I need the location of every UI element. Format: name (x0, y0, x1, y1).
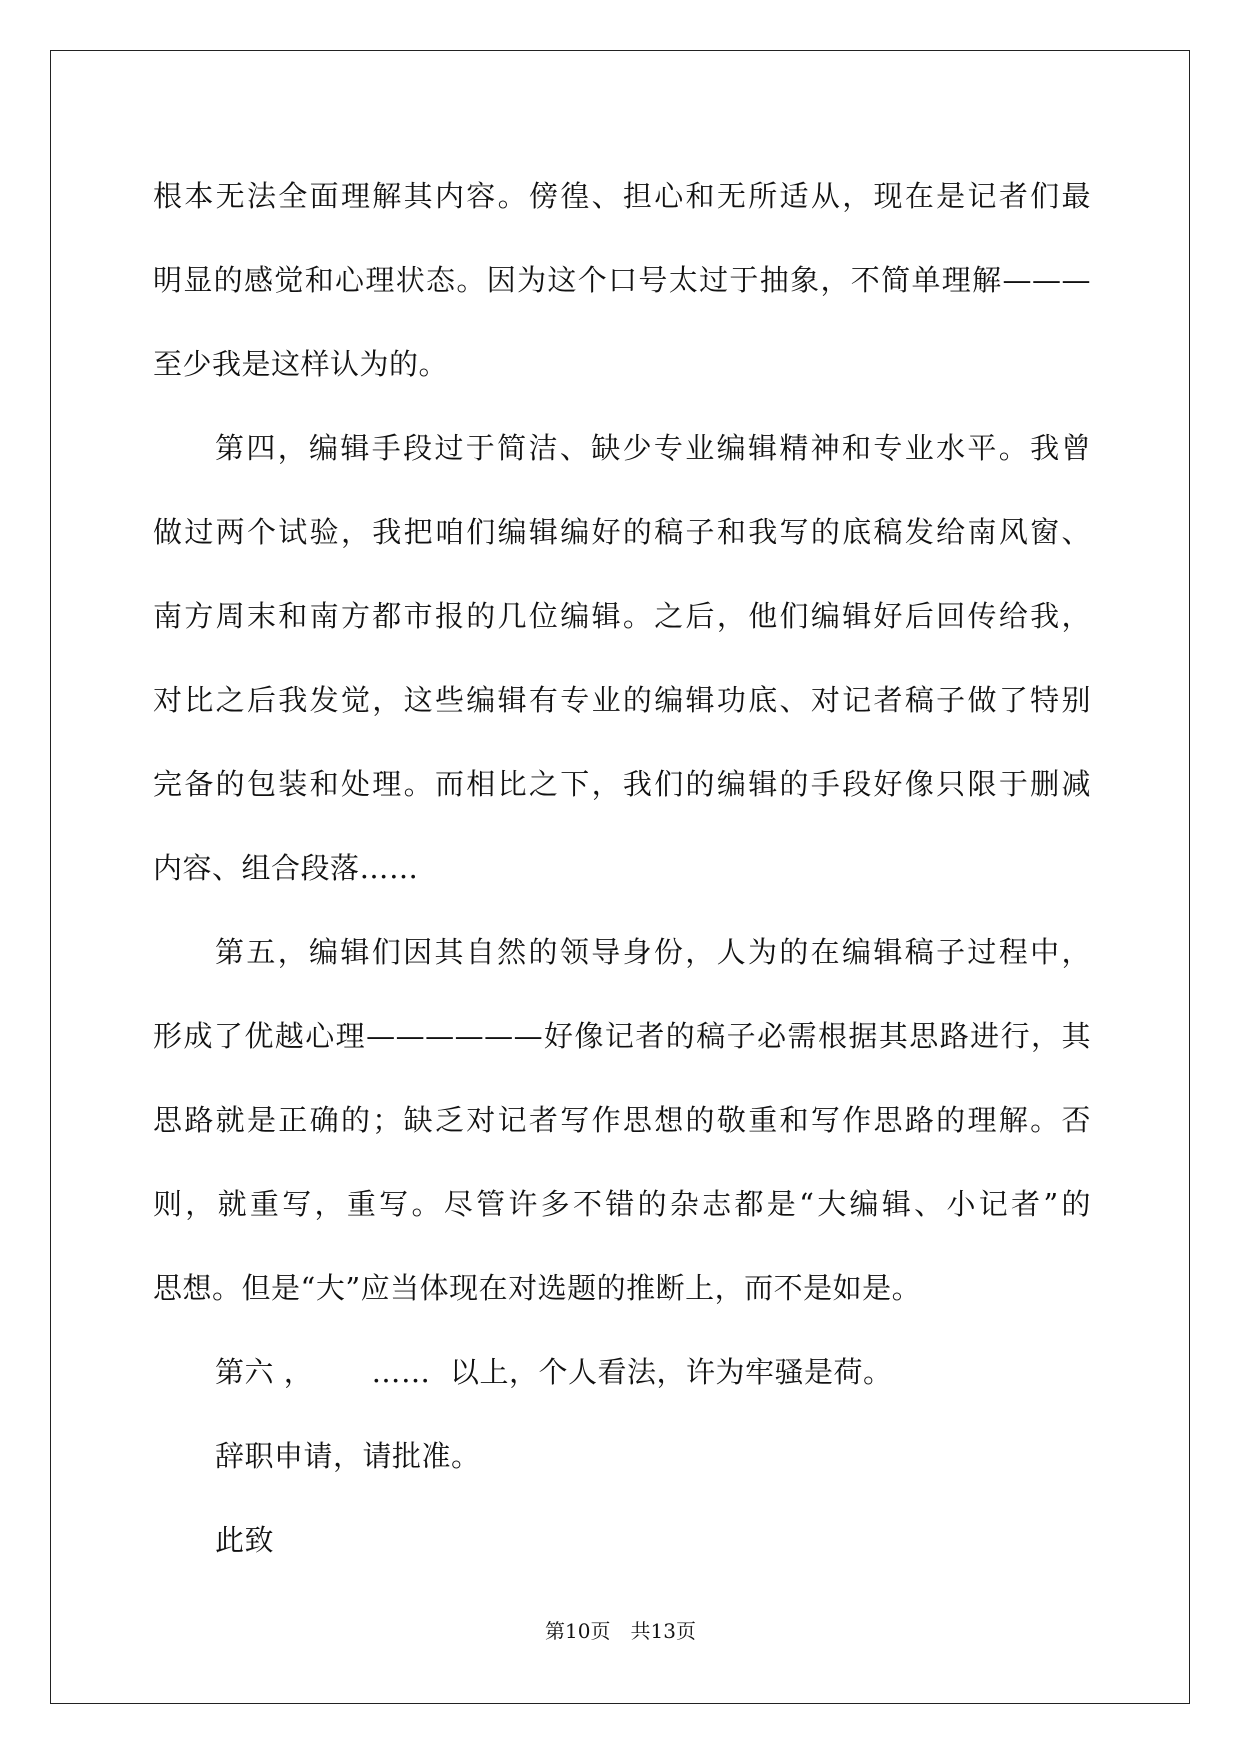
closing-line: 此致 (215, 1523, 275, 1557)
text-line: 形成了优越心理——————好像记者的稿子必需根据其思路进行，其 (153, 1019, 1091, 1053)
text-line: 做过两个试验，我把咱们编辑编好的稿子和我写的底稿发给南风窗、 (153, 515, 1091, 549)
text-line: 对比之后我发觉，这些编辑有专业的编辑功底、对记者稿子做了特别 (153, 683, 1091, 717)
document-body (153, 154, 1091, 1582)
text-line: 思想。但是“大”应当体现在对选题的推断上，而不是如是。 (153, 1271, 922, 1305)
paragraph-start-line: 第四，编辑手段过于简洁、缺少专业编辑精神和专业水平。我曾 (215, 431, 1091, 465)
text-line: 明显的感觉和心理状态。因为这个口号太过于抽象，不简单理解——— (153, 263, 1091, 297)
paragraph-start-line: 辞职申请，请批准。 (215, 1439, 481, 1473)
text-line: 根本无法全面理解其内容。傍徨、担心和无所适从，现在是记者们最 (153, 179, 1091, 213)
text-line: 南方周末和南方都市报的几位编辑。之后，他们编辑好后回传给我， (153, 599, 1091, 633)
text-line: 至少我是这样认为的。 (153, 347, 449, 381)
text-line: 完备的包装和处理。而相比之下，我们的编辑的手段好像只限于删减 (153, 767, 1091, 801)
paragraph-start-line: 第五，编辑们因其自然的领导身份，人为的在编辑稿子过程中， (215, 935, 1091, 969)
text-line: 内容、组合段落…… (153, 851, 419, 885)
page-number-footer: 第10页 共13页 (545, 1619, 696, 1643)
text-line: 思路就是正确的；缺乏对记者写作思想的敬重和写作思路的理解。否 (153, 1103, 1091, 1137)
text-line: 则，就重写，重写。尽管许多不错的杂志都是“大编辑、小记者”的 (153, 1187, 1091, 1221)
paragraph-start-line: 第六 ， …… 以上，个人看法，许为牢骚是荷。 (215, 1355, 893, 1389)
